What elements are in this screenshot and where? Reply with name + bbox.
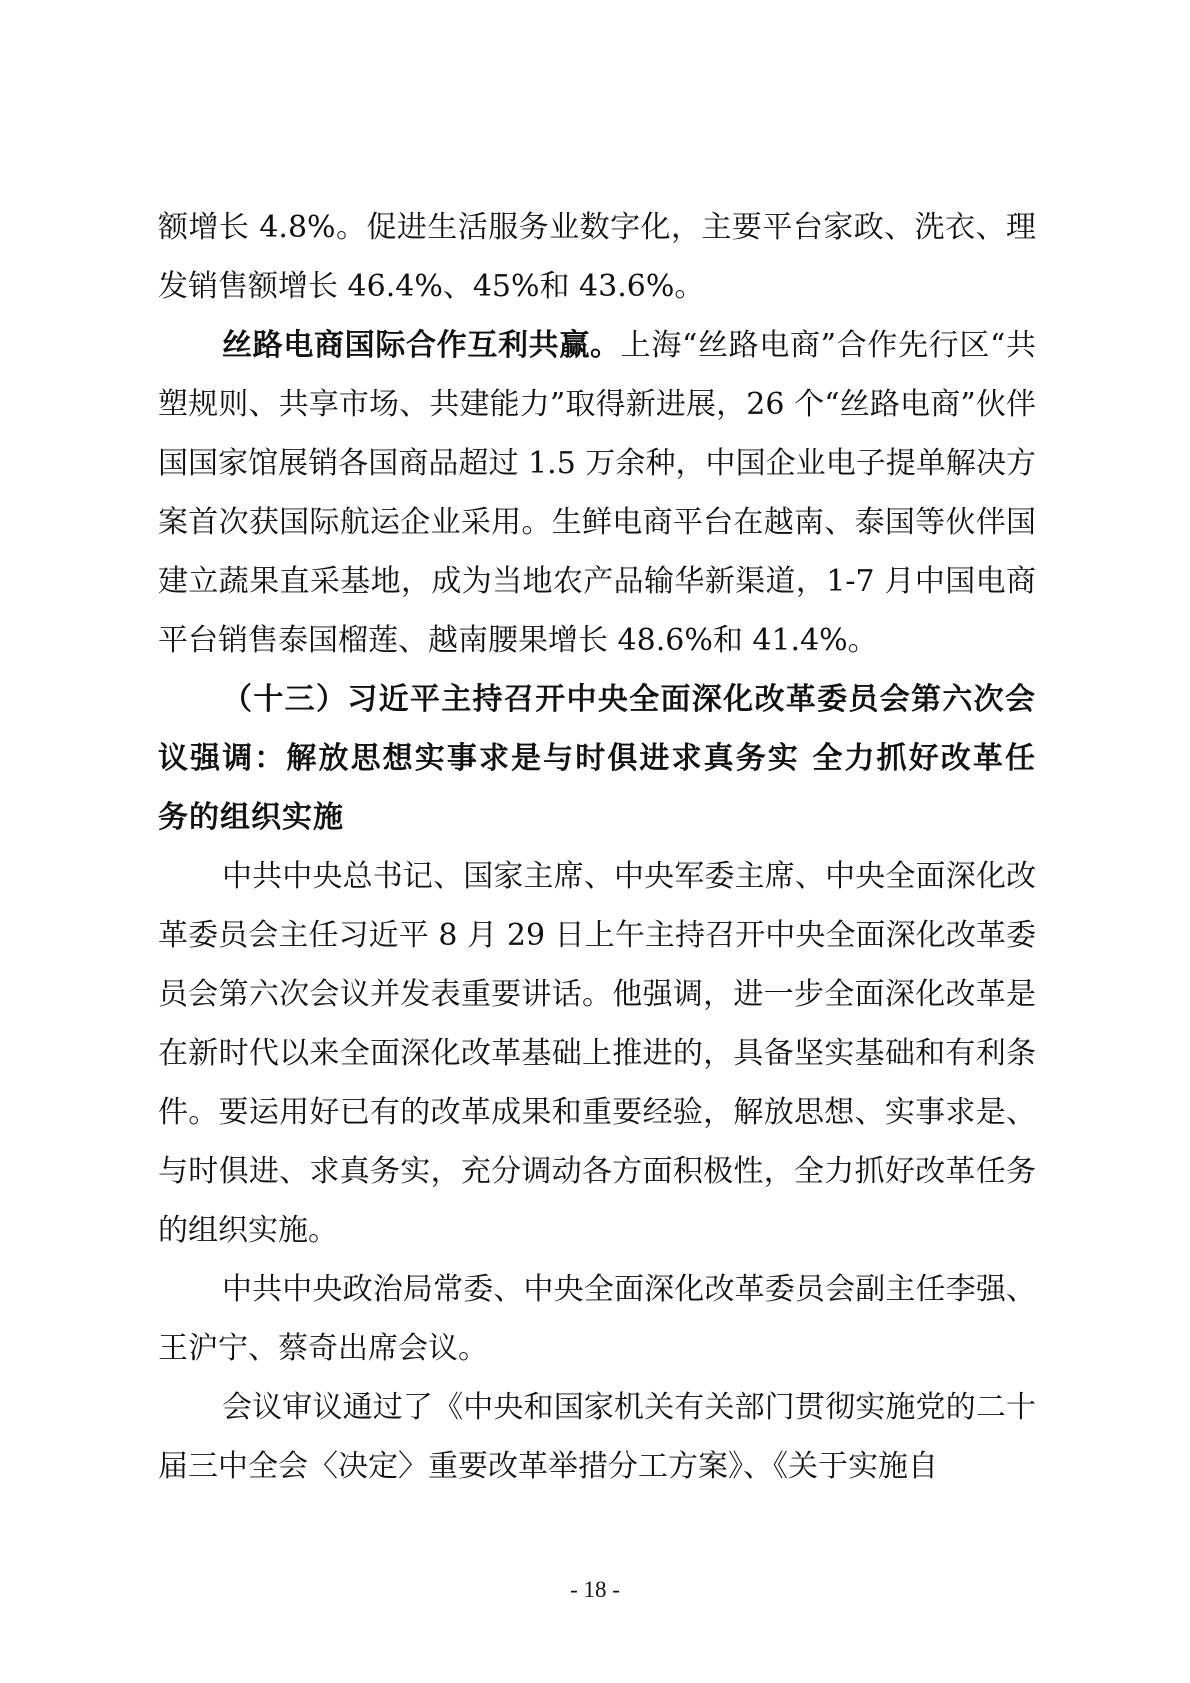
paragraph-text: 中共中央总书记、国家主席、中央军委主席、中央全面深化改革委员会主任习近平 8 月 29 日上午主持召开中央全面深化改革委员会第六次会议并发表重要讲话。他强调，进一步全面深化改革是在新时代以来全面深化改革基础上推进的，具备坚实基础和有利条件。要运用好已有的改革成果和重要经验，解放思想、实事求是、与时俱进、求真务实，充分调动各方面积极性，全力抓好改革任务的组织实施。 bbox=[158, 859, 1036, 1248]
document-body bbox=[158, 198, 1036, 1496]
paragraph-lead: 丝路电商国际合作互利共赢。 bbox=[222, 328, 621, 363]
page-number: - 18 - bbox=[570, 1577, 620, 1602]
paragraph-documents-approved bbox=[158, 1378, 1036, 1496]
paragraph-text: 中共中央政治局常委、中央全面深化改革委员会副主任李强、王沪宁、蔡奇出席会议。 bbox=[158, 1272, 1036, 1366]
paragraph-retail-growth bbox=[158, 198, 1036, 316]
paragraph-attendees bbox=[158, 1260, 1036, 1378]
paragraph-silk-road-ecommerce bbox=[158, 316, 1036, 670]
paragraph-meeting-summary bbox=[158, 847, 1036, 1260]
section-heading: （十三）习近平主持召开中央全面深化改革委员会第六次会议强调：解放思想实事求是与时俱进求真务实 全力抓好改革任务的组织实施 bbox=[158, 682, 1036, 835]
paragraph-text: 会议审议通过了《中央和国家机关有关部门贯彻实施党的二十届三中全会〈决定〉重要改革举措分工方案》、《关于实施自 bbox=[158, 1390, 1036, 1484]
paragraph-text: 上海“丝路电商”合作先行区“共塑规则、共享市场、共建能力”取得新进展，26 个“丝路电商”伙伴国国家馆展销各国商品超过 1.5 万余种，中国企业电子提单解决方案首次获国际航运企业采用。生鲜电商平台在越南、泰国等伙伴国建立蔬果直采基地，成为当地农产品输华新渠道，1-7 月中国电商平台销售泰国榴莲、越南腰果增长 48.6%和 41.4%。 bbox=[158, 328, 1037, 658]
paragraph-text: 额增长 4.8%。促进生活服务业数字化，主要平台家政、洗衣、理发销售额增长 46.4%、45%和 43.6%。 bbox=[158, 210, 1036, 304]
